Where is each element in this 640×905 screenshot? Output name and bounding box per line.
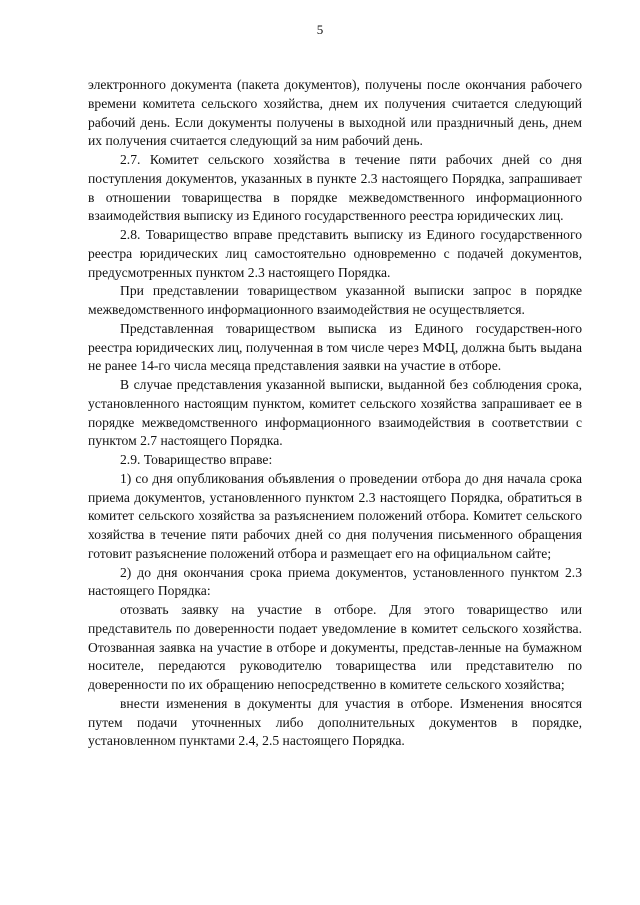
paragraph-2-7: 2.7. Комитет сельского хозяйства в течение пяти рабочих дней со дня поступления документов, указанных в пункте 2.3 настоящего Порядка, запрашивает в отношении товарищества в порядке межведомственного информационного взаимодействия выписку из Единого государственного реестра юридических лиц. xyxy=(88,152,582,224)
paragraph-2-9: 2.9. Товарищество вправе: xyxy=(120,452,273,467)
paragraph-2-9-item-1: 1) со дня опубликования объявления о проведении отбора до дня начала срока приема документов, установленного пунктом 2.3 настоящего Порядка, обратиться в комитет сельского хозяйства за разъяснением положений отбора. Комитет сельского хозяйства в течение пяти рабочих дней со дня получения письменного обращения готовит разъяснение положений отбора и размещает его на официальном сайте; xyxy=(88,470,582,561)
paragraph-2-8-extract: Представленная товариществом выписка из Единого государствен-ного реестра юридических лиц, полученная в том числе через МФЦ, должна быть выдана не ранее 14-го числа месяца представления заявки на участие в отборе. xyxy=(88,320,582,374)
paragraph-2-9-amend: внести изменения в документы для участия в отборе. Изменения вносятся путем подачи уточненных либо дополнительных документов в порядке, установленном пунктами 2.4, 2.5 настоящего Порядка. xyxy=(88,695,582,749)
paragraph-2-8-request: При представлении товариществом указанной выписки запрос в порядке межведомственного информационного взаимодействия не осуществляется. xyxy=(88,283,582,317)
page-number: 5 xyxy=(316,22,324,37)
document-body xyxy=(88,76,582,751)
paragraph-continuation: электронного документа (пакета документов), получены после окончания рабочего времени комитета сельского хозяйства, днем их получения считается следующий рабочий день. Если документы получены в выходной или праздничный день, днем их получения считается следующий за ним рабочий день. xyxy=(88,77,582,149)
paragraph-2-8-deadline: В случае представления указанной выписки, выданной без соблюдения срока, установленного настоящим пунктом, комитет сельского хозяйства запрашивает ее в порядке межведомственного информационного взаимодействия в соответствии с пунктом 2.7 настоящего Порядка. xyxy=(88,377,582,449)
paragraph-2-9-withdraw: отозвать заявку на участие в отборе. Для этого товарищество или представитель по доверенности подает уведомление в комитет сельского хозяйства. Отозванная заявка на участие в отборе и документы, представ-ленные на бумажном носителе, передаются руководителю товарищества или представителю по доверенности по их обращению непосредственно в комитете сельского хозяйства; xyxy=(88,602,582,692)
paragraph-2-9-item-2: 2) до дня окончания срока приема документов, установленного пунктом 2.3 настоящего Порядка: xyxy=(88,564,582,599)
paragraph-2-8: 2.8. Товарищество вправе представить выписку из Единого государственного реестра юридических лиц самостоятельно одновременно с подачей документов, предусмотренных пунктом 2.3 настоящего Порядка. xyxy=(88,227,582,280)
